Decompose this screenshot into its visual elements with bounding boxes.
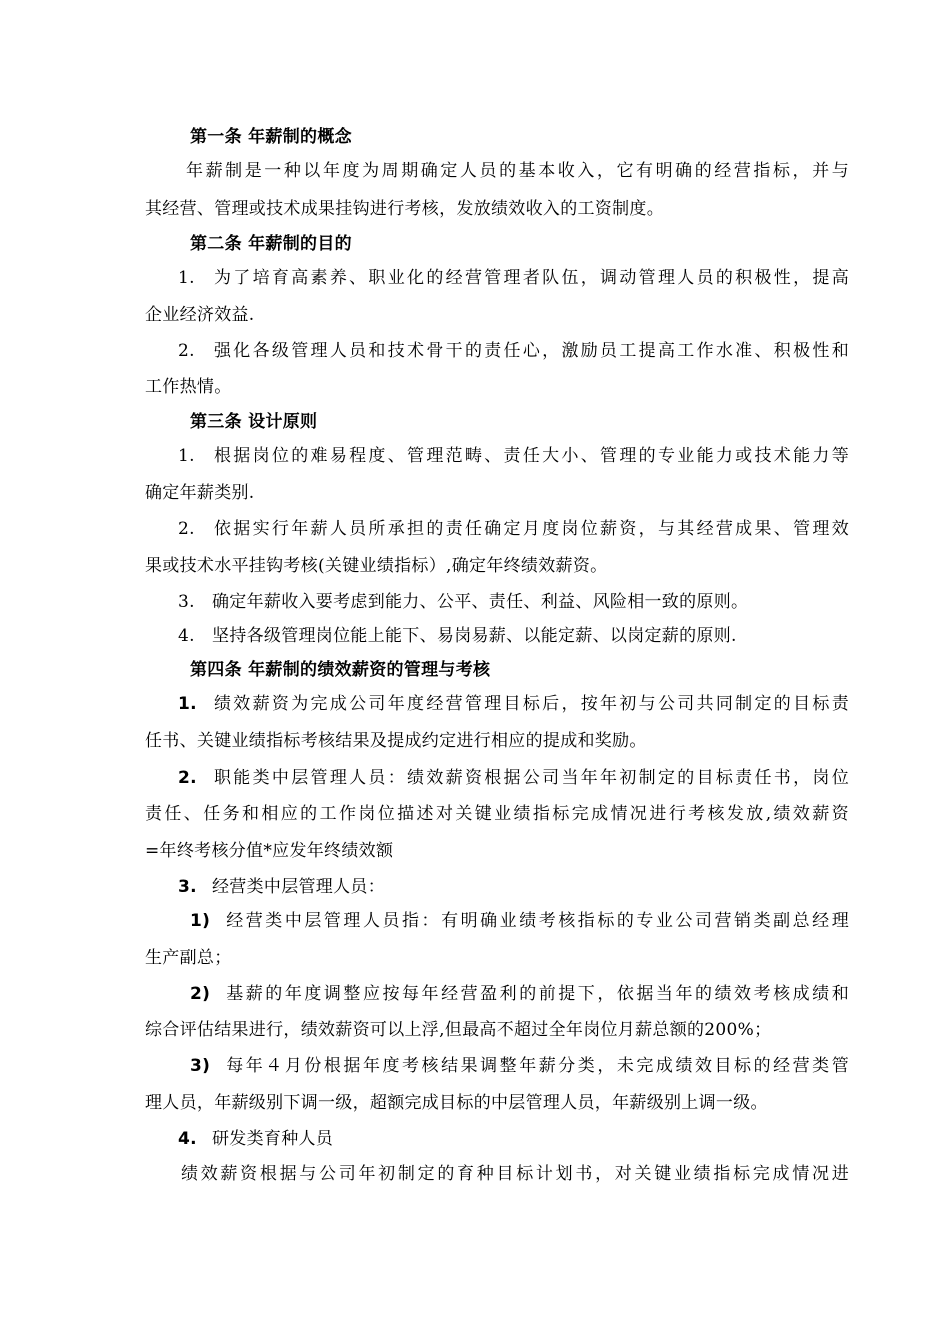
article-4-closing: 绩效薪资根据与公司年初制定的育种目标计划书，对关键业绩指标完成情况进 bbox=[181, 1164, 849, 1184]
article-3-item-3: 3. 确定年薪收入要考虑到能力、公平、责任、利益、风险相一致的原则。 bbox=[178, 592, 749, 612]
article-4-subitem-2: 2) 基薪的年度调整应按每年经营盈利的前提下，依据当年的绩效考核成绩和 bbox=[190, 984, 849, 1004]
item-number: 3. bbox=[178, 877, 197, 897]
item-number: 2. bbox=[178, 768, 197, 788]
article-2-item-2: 2. 强化各级管理人员和技术骨干的责任心，激励员工提高工作水准、积极性和 bbox=[178, 341, 849, 361]
article-4-item-1: 1. 绩效薪资为完成公司年度经营管理目标后，按年初与公司共同制定的目标责 bbox=[178, 694, 849, 714]
article-4-item-2-cont-1: 责任、任务和相应的工作岗位描述对关键业绩指标完成情况进行考核发放,绩效薪资 bbox=[145, 804, 849, 824]
article-4-subitem-2-cont: 综合评估结果进行，绩效薪资可以上浮,但最高不超过全年岗位月薪总额的200%； bbox=[145, 1020, 772, 1040]
item-number: 3. bbox=[178, 592, 195, 612]
article-4-subitem-3: 3) 每年４月份根据年度考核结果调整年薪分类，未完成绩效目标的经营类管 bbox=[190, 1056, 849, 1076]
article-2-item-1-cont: 企业经济效益. bbox=[145, 305, 255, 325]
subitem-number: 1) bbox=[190, 911, 211, 931]
article-3-item-4: 4. 坚持各级管理岗位能上能下、易岗易薪、以能定薪、以岗定薪的原则. bbox=[178, 626, 737, 646]
item-number: 1. bbox=[178, 694, 197, 714]
article-3-item-2-cont: 果或技术水平挂钩考核(关键业绩指标）,确定年终绩效薪资。 bbox=[145, 556, 608, 576]
subitem-number: 2) bbox=[190, 984, 211, 1004]
article-3-heading: 第三条 设计原则 bbox=[190, 412, 318, 432]
article-1-para-line-1: 年薪制是一种以年度为周期确定人员的基本收入，它有明确的经营指标，并与 bbox=[186, 161, 849, 181]
article-2-heading: 第二条 年薪制的目的 bbox=[190, 234, 352, 254]
article-4-item-2-cont-2: =年终考核分值*应发年终绩效额 bbox=[145, 841, 394, 861]
article-1-para-line-2: 其经营、管理或技术成果挂钩进行考核，发放绩效收入的工资制度。 bbox=[145, 199, 664, 219]
article-4-subitem-1-cont: 生产副总； bbox=[145, 948, 232, 968]
item-number: 1. bbox=[178, 446, 195, 466]
article-3-item-1-cont: 确定年薪类别. bbox=[145, 483, 255, 503]
item-number: 1. bbox=[178, 268, 195, 288]
article-4-subitem-1: 1) 经营类中层管理人员指：有明确业绩考核指标的专业公司营销类副总经理 bbox=[190, 911, 849, 931]
article-4-subitem-3-cont: 理人员，年薪级别下调一级，超额完成目标的中层管理人员，年薪级别上调一级。 bbox=[145, 1093, 768, 1113]
article-4-item-4: 4. 研发类育种人员 bbox=[178, 1129, 334, 1149]
article-4-heading: 第四条 年薪制的绩效薪资的管理与考核 bbox=[190, 660, 491, 680]
item-number: 2. bbox=[178, 341, 195, 361]
article-1-heading: 第一条 年薪制的概念 bbox=[190, 127, 352, 147]
article-3-item-1: 1. 根据岗位的难易程度、管理范畴、责任大小、管理的专业能力或技术能力等 bbox=[178, 446, 849, 466]
article-4-item-3: 3. 经营类中层管理人员： bbox=[178, 877, 385, 897]
article-2-item-1: 1. 为了培育高素养、职业化的经营管理者队伍，调动管理人员的积极性，提高 bbox=[178, 268, 849, 288]
article-4-item-1-cont: 任书、关键业绩指标考核结果及提成约定进行相应的提成和奖励。 bbox=[145, 731, 647, 751]
item-number: 4. bbox=[178, 626, 195, 646]
article-4-item-2: 2. 职能类中层管理人员：绩效薪资根据公司当年年初制定的目标责任书，岗位 bbox=[178, 768, 849, 788]
item-number: 2. bbox=[178, 519, 195, 539]
subitem-number: 3) bbox=[190, 1056, 211, 1076]
article-2-item-2-cont: 工作热情。 bbox=[145, 377, 232, 397]
article-3-item-2: 2. 依据实行年薪人员所承担的责任确定月度岗位薪资，与其经营成果、管理效 bbox=[178, 519, 849, 539]
item-number: 4. bbox=[178, 1129, 197, 1149]
